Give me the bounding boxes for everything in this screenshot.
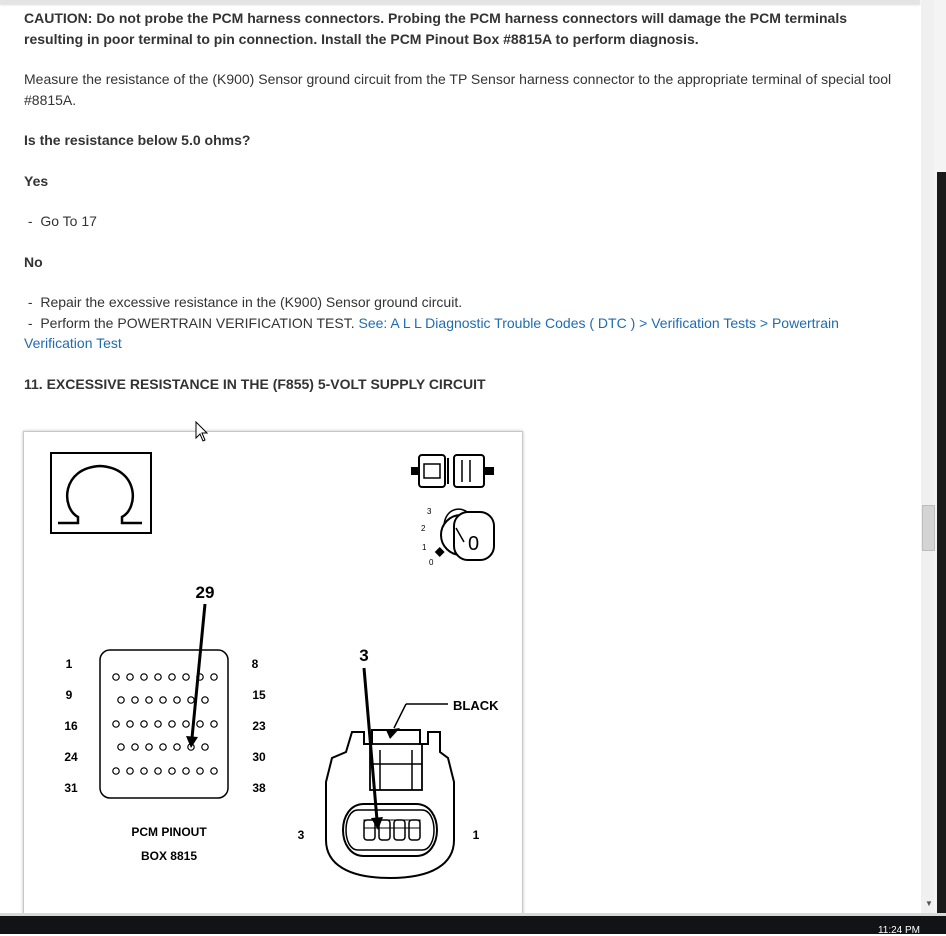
mouse-cursor-icon — [195, 421, 209, 443]
step-heading: 11. EXCESSIVE RESISTANCE IN THE (F855) 5-VOLT SUPPLY CIRCUIT — [24, 375, 486, 392]
diagnostic-figure — [23, 431, 523, 923]
pin-dot — [211, 768, 217, 774]
pin-dot — [132, 744, 138, 750]
ignition-key-icon — [421, 507, 494, 567]
taskbar-clock[interactable]: 11:24 PM — [877, 925, 920, 936]
row-label-23: 23 — [252, 719, 266, 733]
row-label-24: 24 — [64, 750, 78, 764]
connector-callout-label: 3 — [359, 646, 369, 665]
pin-dot — [127, 674, 133, 680]
no-actions — [24, 292, 910, 354]
yes-action: - Go To 17 — [24, 213, 97, 229]
no-action-verify-text: - Perform the POWERTRAIN VERIFICATION TEST. — [24, 314, 355, 331]
pin-dot — [127, 768, 133, 774]
row-label-31: 31 — [64, 781, 78, 795]
scroll-down-arrow-icon[interactable]: ▼ — [925, 899, 933, 908]
pcm-pinout-box — [64, 650, 266, 863]
pin-dot — [141, 674, 147, 680]
pin-dot — [132, 697, 138, 703]
pin-dot — [188, 697, 194, 703]
pin-dot — [211, 721, 217, 727]
ignition-pos-1: 1 — [422, 543, 427, 552]
question-text: Is the resistance below 5.0 ohms? — [24, 132, 251, 148]
pin-dot — [155, 721, 161, 727]
row-label-9: 9 — [65, 688, 73, 702]
pin-dot — [146, 697, 152, 703]
tp-sensor-connector — [298, 730, 480, 878]
no-heading: No — [24, 253, 43, 270]
pin-dot — [113, 674, 119, 680]
pinout-box-label-line2: BOX 8815 — [140, 849, 198, 863]
pin-dot — [169, 674, 175, 680]
pin-dot — [183, 768, 189, 774]
pin-dot — [160, 744, 166, 750]
pin-dot — [174, 697, 180, 703]
pinout-box-label-line1: PCM PINOUT — [131, 825, 207, 839]
pin-dot — [141, 721, 147, 727]
powertrain-verification-link[interactable]: See: A L L Diagnostic Trouble Codes ( DTC ) > Verification Tests > Powertrain Verification Test — [24, 314, 839, 351]
pin-dot — [197, 721, 203, 727]
ohmmeter-icon — [51, 453, 151, 533]
pin-dot — [155, 674, 161, 680]
pin-dot — [174, 744, 180, 750]
connector-color-label: BLACK — [453, 698, 499, 713]
pin-dot — [160, 697, 166, 703]
yes-heading: Yes — [24, 172, 49, 189]
row-label-1: 1 — [65, 657, 73, 671]
no-action-verify — [24, 313, 910, 354]
pin-dot — [146, 744, 152, 750]
pin-dot — [127, 721, 133, 727]
top-toolbar-edge — [0, 0, 920, 4]
row-label-30: 30 — [252, 750, 266, 764]
pin-dot — [183, 674, 189, 680]
window-edge — [937, 172, 946, 914]
row-label-38: 38 — [252, 781, 266, 795]
pin-dot — [169, 721, 175, 727]
ignition-pos-2: 2 — [421, 524, 426, 533]
pin-dot — [202, 697, 208, 703]
no-action-repair: - Repair the excessive resistance in the (K900) Sensor ground circuit. — [24, 294, 463, 310]
pin-dot — [113, 768, 119, 774]
ignition-off-label: 0 — [468, 533, 480, 555]
disconnect-connector-icon — [411, 455, 494, 487]
scrollbar-thumb[interactable] — [922, 505, 935, 551]
pin-dot — [183, 721, 189, 727]
row-label-15: 15 — [252, 688, 266, 702]
pin-dot — [141, 768, 147, 774]
pin-dot — [197, 768, 203, 774]
pin-dot — [169, 768, 175, 774]
pin-29-label: 29 — [195, 583, 215, 602]
pin-dot — [155, 768, 161, 774]
ignition-pos-3: 3 — [427, 507, 432, 516]
pin-dot — [211, 674, 217, 680]
pin-dot — [113, 721, 119, 727]
caution-text: CAUTION: Do not probe the PCM harness connectors. Probing the PCM harness connectors will damage the PCM terminals resulting in poor terminal to pin connection. Install the PCM Pinout Box #8815A to perform diagnosis. — [24, 10, 848, 47]
pin-dot — [118, 744, 124, 750]
row-label-8: 8 — [251, 657, 259, 671]
connector-pin-1-label: 1 — [472, 828, 480, 842]
row-start-labels — [64, 657, 78, 795]
connector-pin-3-label: 3 — [297, 828, 305, 842]
document-content — [24, 8, 910, 414]
taskbar — [0, 916, 946, 934]
pin-dot — [202, 744, 208, 750]
pin-dot — [118, 697, 124, 703]
row-label-16: 16 — [64, 719, 78, 733]
instruction-text: Measure the resistance of the (K900) Sensor ground circuit from the TP Sensor harness connector to the appropriate terminal of special tool #8815A. — [24, 71, 892, 108]
row-end-labels — [252, 657, 266, 795]
ignition-pos-0: 0 — [429, 558, 434, 567]
